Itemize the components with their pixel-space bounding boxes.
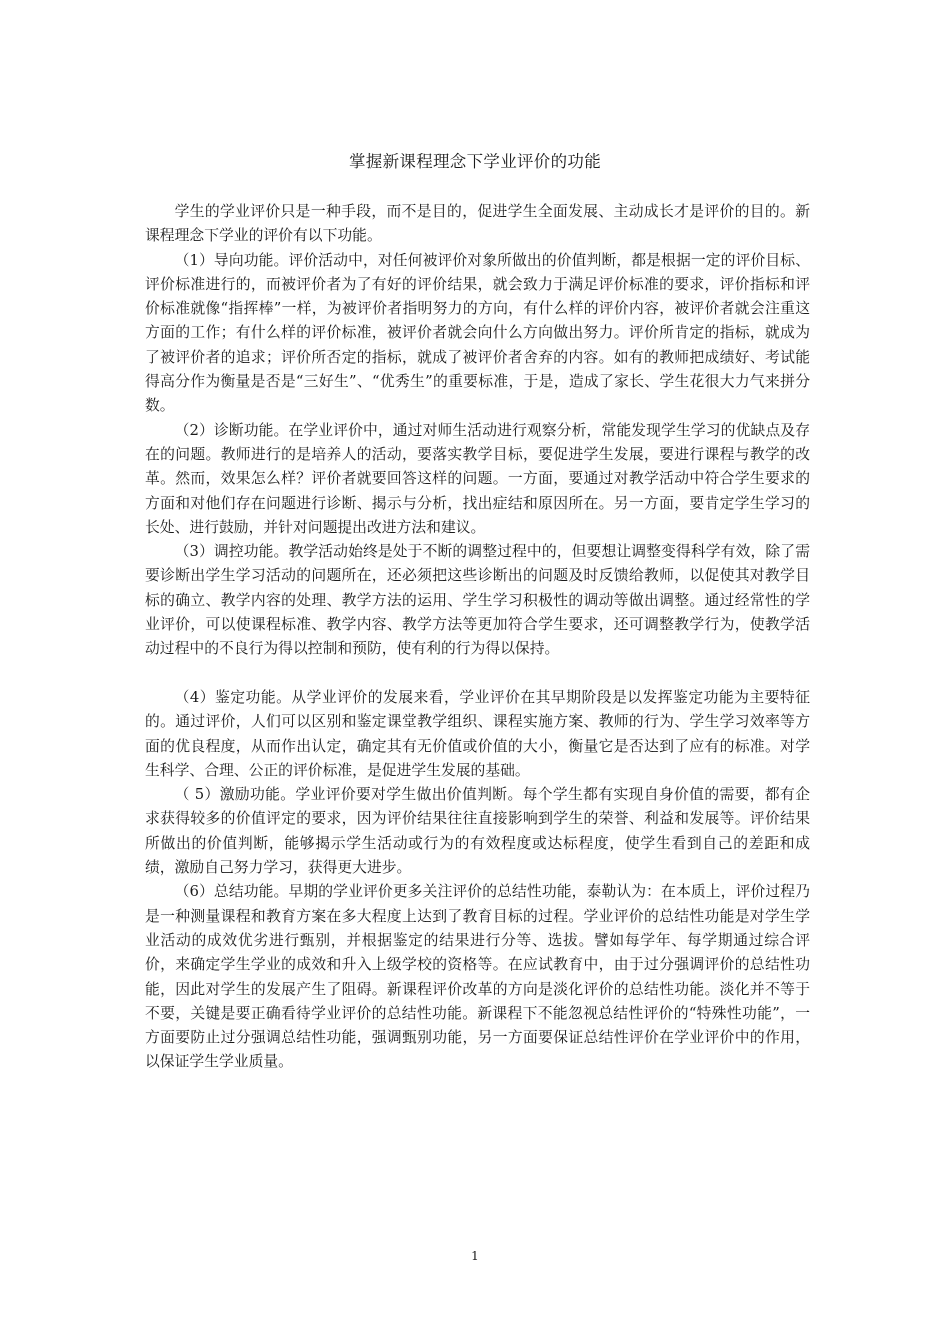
paragraph-summary-function: （6）总结功能。早期的学业评价更多关注评价的总结性功能，泰勒认为：在本质上，评价过程乃是一种测量课程和教育方案在多大程度上达到了教育目标的过程。学业评价的总结性功能是对学生学业活动的成效优劣进行甄别，并根据鉴定的结果进行分等、选拔。譬如每学年、每学期通过综合评价，来确定学生学业的成效和升入上级学校的资格等。在应试教育中，由于过分强调评价的总结性功能，因此对学生的发展产生了阻碍。新课程评价改革的方向是淡化评价的总结性功能。淡化并不等于不要，关键是要正确看待学业评价的总结性功能。新课程下不能忽视总结性评价的“特殊性功能”，一方面要防止过分强调总结性功能，强调甄别功能，另一方面要保证总结性评价在学业评价中的作用，以保证学生学业质量。 [145,883,810,1071]
document-title: 掌握新课程理念下学业评价的功能 [349,152,601,171]
paragraph-regulation-function: （3）调控功能。教学活动始终是处于不断的调整过程中的，但要想让调整变得科学有效，除了需要诊断出学生学习活动的问题所在，还必须把这些诊断出的问题及时反馈给教师，以促使其对教学目标的确立、教学内容的处理、教学方法的运用、学生学习积极性的调动等做出调整。通过经常性的学业评价，可以使课程标准、教学内容、教学方法等更加符合学生要求，还可调整教学行为，使教学活动过程中的不良行为得以控制和预防，使有利的行为得以保持。 [145,543,810,658]
document-body [145,200,810,1075]
paragraph-diagnosis-function: （2）诊断功能。在学业评价中，通过对师生活动进行观察分析，常能发现学生学习的优缺点及存在的问题。教师进行的是培养人的活动，要落实教学目标，要促进学生发展，要进行课程与教学的改革。然而，效果怎么样？评价者就要回答这样的问题。一方面，要通过对教学活动中符合学生要求的方面和对他们存在问题进行诊断、揭示与分析，找出症结和原因所在。另一方面，要肯定学生学习的长处、进行鼓励，并针对问题提出改进方法和建议。 [145,421,810,536]
paragraph-guidance-function: （1）导向功能。评价活动中，对任何被评价对象所做出的价值判断，都是根据一定的评价目标、评价标准进行的，而被评价者为了有好的评价结果，就会致力于满足评价标准的要求，评价指标和评价标准就像“指挥棒”一样，为被评价者指明努力的方向，有什么样的评价内容，被评价者就会注重这方面的工作；有什么样的评价标准，被评价者就会向什么方向做出努力。评价所肯定的指标，就成为了被评价者的追求；评价所否定的指标，就成了被评价者舍弃的内容。如有的教师把成绩好、考试能得高分作为衡量是否是“三好生”、“优秀生”的重要标准，于是，造成了家长、学生花很大力气来拼分数。 [145,251,810,415]
paragraph-motivation-function: （ 5）激励功能。学业评价要对学生做出价值判断。每个学生都有实现自身价值的需要，都有企求获得较多的价值评定的要求，因为评价结果往往直接影响到学生的荣誉、利益和发展等。评价结果所做出的价值判断，能够揭示学生活动或行为的有效程度或达标程度，使学生看到自己的差距和成绩，激励自己努力学习，获得更大进步。 [145,786,810,877]
page-number: 1 [471,1249,479,1263]
paragraph-intro: 学生的学业评价只是一种手段，而不是目的，促进学生全面发展、主动成长才是评价的目的。新课程理念下学业的评价有以下功能。 [145,203,810,245]
paragraph-appraisal-function: （4）鉴定功能。从学业评价的发展来看，学业评价在其早期阶段是以发挥鉴定功能为主要特征的。通过评价，人们可以区别和鉴定课堂教学组织、课程实施方案、教师的行为、学生学习效率等方面的优良程度，从而作出认定，确定其有无价值或价值的大小，衡量它是否达到了应有的标准。对学生科学、合理、公正的评价标准，是促进学生发展的基础。 [145,688,810,779]
